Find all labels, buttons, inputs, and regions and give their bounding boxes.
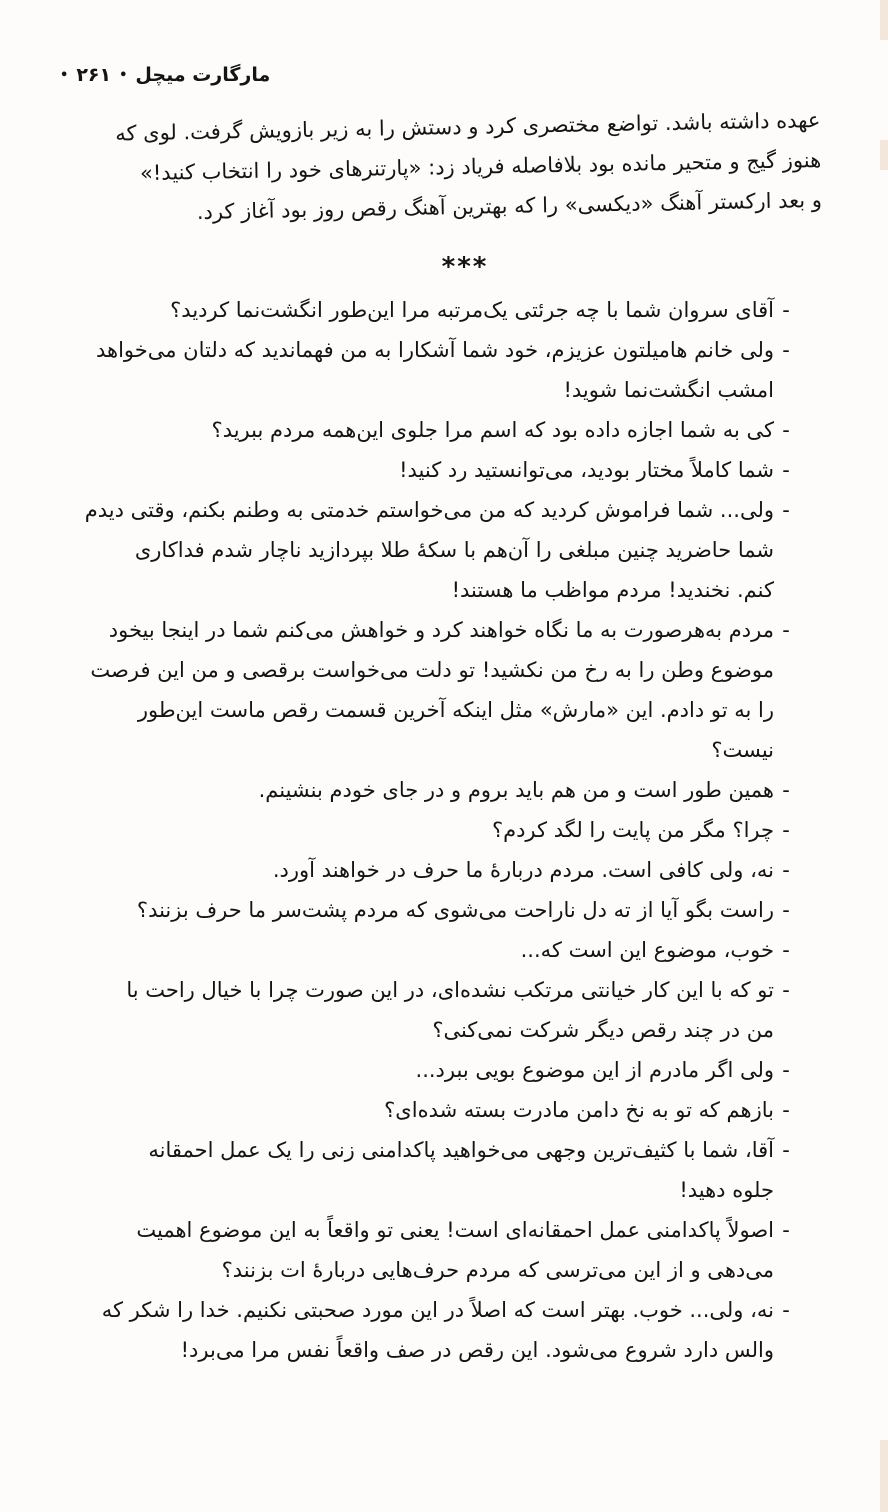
dialogue-text-line: چرا؟ مگر من پایت را لگد کردم؟: [491, 818, 774, 842]
dialogue-line: [80, 1130, 798, 1210]
dialogue-text-line: کی به شما اجازه داده بود که اسم مرا جلوی این‌همه مردم ببرید؟: [211, 418, 774, 442]
dialogue-text-line: شما کاملاً مختار بودید، می‌توانستید رد کنید!: [399, 458, 774, 482]
dialogue-text-line: راست بگو آیا از ته دل ناراحت می‌شوی که مردم پشت‌سر ما حرف بزنند؟: [136, 898, 774, 922]
dialogue-text: [80, 290, 774, 330]
dialogue-text: [80, 970, 774, 1050]
dialogue-line: [80, 1210, 798, 1290]
dialogue-text: [80, 1290, 774, 1370]
dialogue-text: [80, 1210, 774, 1290]
dialogue-text: [80, 450, 774, 490]
dialogue-dash: -: [782, 418, 790, 442]
dialogue-text: [80, 330, 774, 410]
dialogue-dash: -: [782, 1058, 790, 1082]
dialogue-line: [80, 890, 798, 930]
dialogue-text-line: همین طور است و من هم باید بروم و در جای خودم بنشینم.: [258, 778, 774, 802]
dialogue-line: [80, 1290, 798, 1370]
intro-paragraph: [70, 100, 822, 234]
dialogue-dash: -: [782, 338, 790, 362]
dialogue-text-line: ولی خانم هامیلتون عزیزم، خود شما آشکارا به من فهماندید که دلتان می‌خواهد: [95, 338, 774, 362]
header-bullet: •: [60, 67, 69, 83]
dialogue-text-line: ولی اگر مادرم از این موضوع بویی ببرد...: [415, 1058, 774, 1082]
dialogue-text-line: من در چند رقص دیگر شرکت نمی‌کنی؟: [432, 1018, 774, 1042]
dialogue-block: [80, 290, 798, 1370]
dialogue-dash: -: [782, 978, 790, 1002]
dialogue-dash: -: [782, 458, 790, 482]
dialogue-dash: -: [782, 818, 790, 842]
dialogue-text: [80, 1090, 774, 1130]
dialogue-text-line: نه، ولی... خوب. بهتر است که اصلاً در این مورد صحبتی نکنیم. خدا را شکر که: [101, 1298, 774, 1322]
dialogue-text-line: کنم. نخندید! مردم مواظب ما هستند!: [451, 578, 774, 602]
dialogue-text-line: نیست؟: [711, 738, 774, 762]
dialogue-text-line: می‌دهی و از این می‌ترسی که مردم حرف‌هایی دربارهٔ ات بزنند؟: [221, 1258, 774, 1282]
dialogue-text-line: تو که با این کار خیانتی مرتکب نشده‌ای، در این صورت چرا با خیال راحت با: [126, 978, 774, 1002]
dialogue-line: [80, 490, 798, 610]
dialogue-text: [80, 1050, 774, 1090]
dialogue-line: [80, 770, 798, 810]
dialogue-text-line: بازهم که تو به نخ دامن مادرت بسته شده‌ای؟: [384, 1098, 774, 1122]
dialogue-text-line: نه، ولی کافی است. مردم دربارهٔ ما حرف در خواهند آورد.: [272, 858, 774, 882]
dialogue-text-line: جلوه دهید!: [679, 1178, 774, 1202]
dialogue-dash: -: [782, 1098, 790, 1122]
intro-line: و بعد ارکستر آهنگ «دیکسی» را که بهترین آهنگ رقص روز بود آغاز کرد.: [196, 187, 823, 224]
dialogue-text-line: امشب انگشت‌نما شوید!: [563, 378, 774, 402]
dialogue-dash: -: [782, 1298, 790, 1322]
dialogue-dash: -: [782, 898, 790, 922]
dialogue-line: [80, 330, 798, 410]
page-edge-mark: [880, 0, 888, 40]
dialogue-line: [80, 1050, 798, 1090]
dialogue-text: [80, 490, 774, 610]
section-separator: ***: [441, 252, 489, 282]
dialogue-line: [80, 1090, 798, 1130]
dialogue-line: [80, 450, 798, 490]
dialogue-text-line: شما حاضرید چنین مبلغی را آن‌هم با سکهٔ طلا بپردازید ناچار شدم فداکاری: [134, 538, 774, 562]
dialogue-text-line: را به تو دادم. این «مارش» مثل اینکه آخرین قسمت رقص ماست این‌طور: [137, 698, 774, 722]
dialogue-text: [80, 610, 774, 770]
running-header: [60, 58, 300, 92]
dialogue-text-line: موضوع وطن را به رخ من نکشید! تو دلت می‌خواست برقصی و من این فرصت: [90, 658, 774, 682]
intro-line: عهده داشته باشد. تواضع مختصری کرد و دستش را به زیر بازویش گرفت. لوی که: [114, 107, 821, 146]
dialogue-line: [80, 970, 798, 1050]
page-number: ۲۶۱: [76, 64, 112, 86]
page-edge-mark: [880, 1440, 888, 1512]
dialogue-text: [80, 1130, 774, 1210]
dialogue-text: [80, 810, 774, 850]
dialogue-dash: -: [782, 858, 790, 882]
page-edge-mark: [880, 140, 888, 170]
dialogue-text-line: خوب، موضوع این است که...: [520, 938, 774, 962]
dialogue-line: [80, 610, 798, 770]
dialogue-line: [80, 930, 798, 970]
dialogue-text: [80, 890, 774, 930]
dialogue-text: [80, 850, 774, 890]
dialogue-dash: -: [782, 498, 790, 522]
dialogue-line: [80, 410, 798, 450]
dialogue-text-line: آقای سروان شما با چه جرئتی یک‌مرتبه مرا این‌طور انگشت‌نما کردید؟: [170, 298, 774, 322]
dialogue-dash: -: [782, 298, 790, 322]
dialogue-text-line: ولی... شما فراموش کردید که من می‌خواستم خدمتی به وطنم بکنم، وقتی دیدم: [84, 498, 774, 522]
book-author-title: مارگارت میچل: [135, 64, 271, 86]
dialogue-line: [80, 850, 798, 890]
dialogue-line: [80, 810, 798, 850]
dialogue-text-line: مردم به‌هرصورت به ما نگاه خواهند کرد و خواهش می‌کنم شما در اینجا بیخود: [108, 618, 774, 642]
dialogue-dash: -: [782, 778, 790, 802]
dialogue-text-line: والس دارد شروع می‌شود. این رقص در صف واقعاً نفس مرا می‌برد!: [180, 1338, 774, 1362]
dialogue-dash: -: [782, 1218, 790, 1242]
dialogue-text: [80, 410, 774, 450]
dialogue-text: [80, 930, 774, 970]
dialogue-dash: -: [782, 938, 790, 962]
dialogue-dash: -: [782, 1138, 790, 1162]
dialogue-line: [80, 290, 798, 330]
header-bullet: •: [119, 67, 128, 83]
dialogue-text-line: اصولاً پاکدامنی عمل احمقانه‌ای است! یعنی تو واقعاً به این موضوع اهمیت: [136, 1218, 774, 1242]
intro-line: هنوز گیج و متحیر مانده بود بلافاصله فریاد زد: «پارتنرهای خود را انتخاب کنید!»: [139, 147, 822, 186]
dialogue-dash: -: [782, 618, 790, 642]
dialogue-text: [80, 770, 774, 810]
dialogue-text-line: آقا، شما با کثیف‌ترین وجهی می‌خواهید پاکدامنی زنی را یک عمل احمقانه: [148, 1138, 774, 1162]
